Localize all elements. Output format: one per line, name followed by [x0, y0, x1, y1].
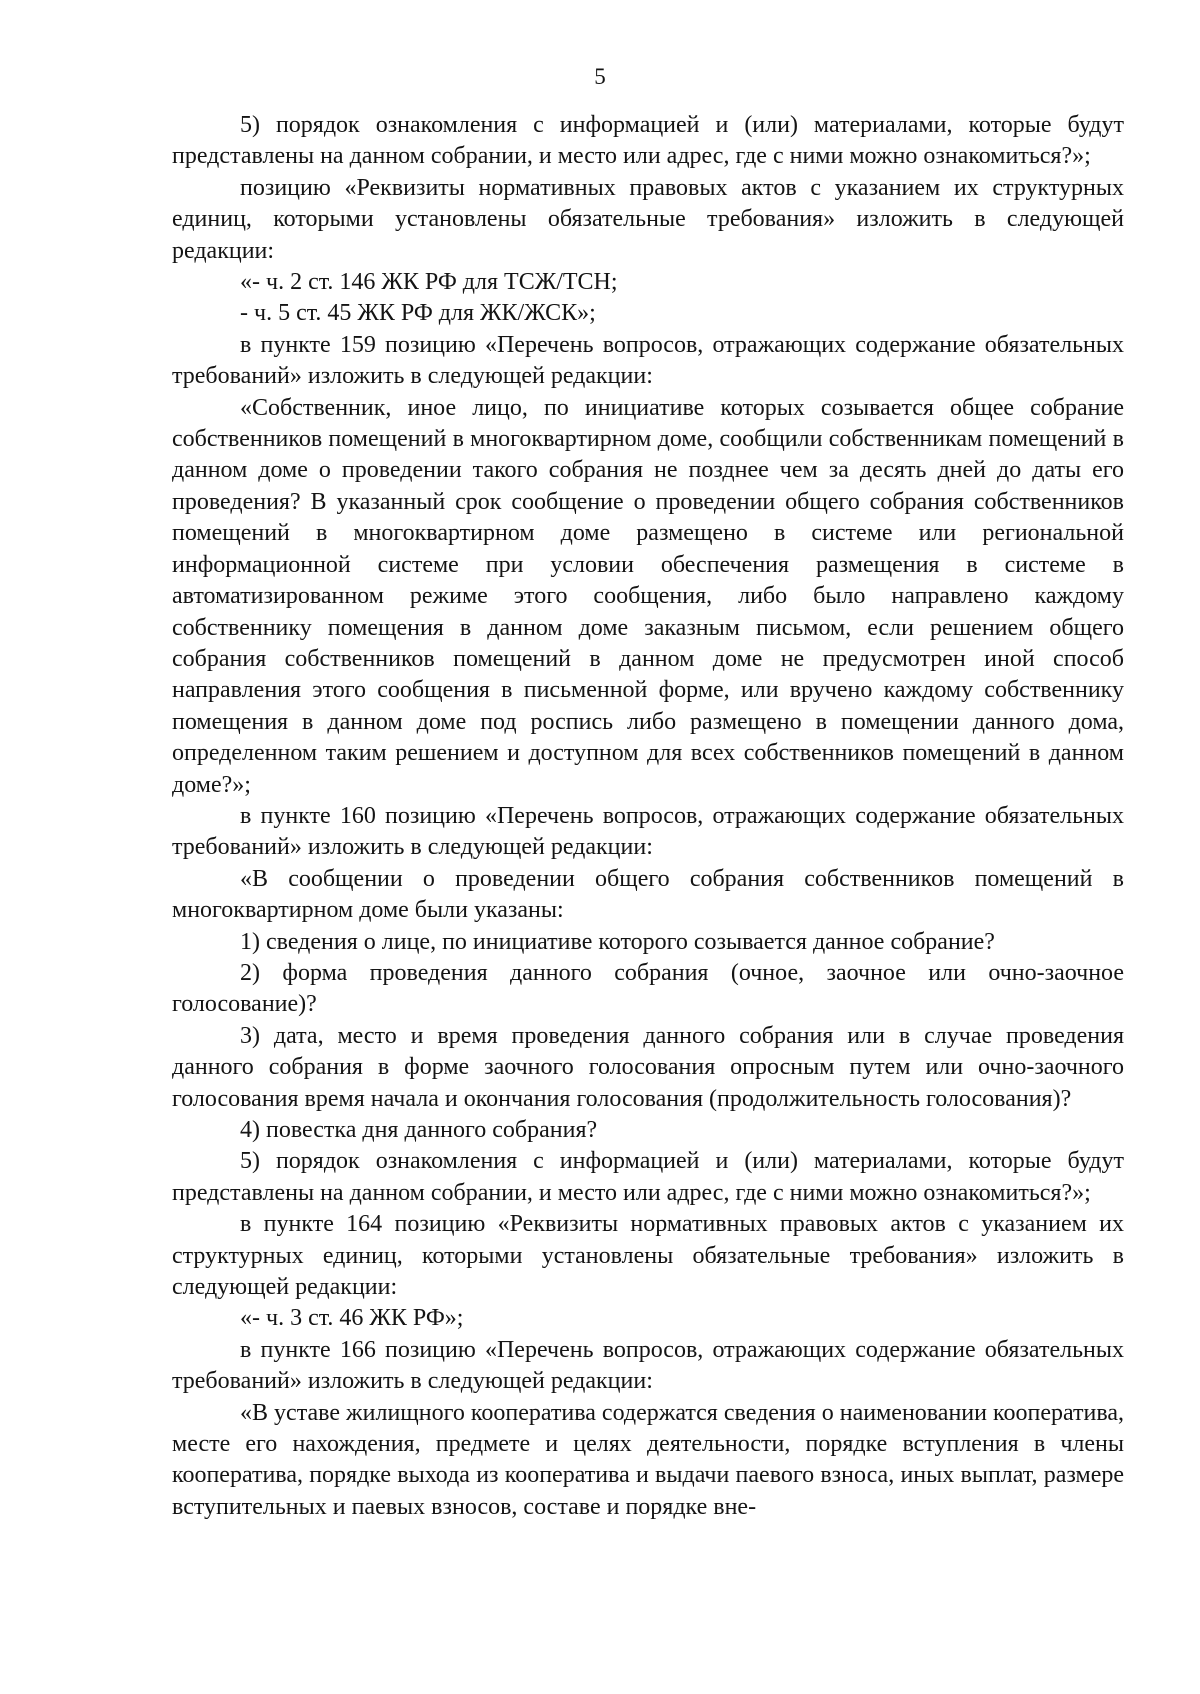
paragraph: в пункте 164 позицию «Реквизиты нормативных правовых актов с указанием их структурных единиц, которыми установлены обязательные требования» изложить в следующей редакции:	[172, 1211, 1124, 1301]
paragraph: «В сообщении о проведении общего собрания собственников помещений в многоквартирном доме были указаны:	[172, 865, 1124, 924]
paragraph: позицию «Реквизиты нормативных правовых актов с указанием их структурных единиц, которыми установлены обязательные требования» изложить в следующей редакции:	[172, 174, 1124, 264]
document-body	[172, 110, 1124, 1523]
paragraph: 2) форма проведения данного собрания (очное, заочное или очно-заочное голосование)?	[172, 959, 1124, 1018]
paragraph: «Собственник, иное лицо, по инициативе которых созывается общее собрание собственников помещений в многоквартирном доме, сообщили собственникам помещений в данном доме о проведении такого собрания не позднее чем за десять дней до даты его проведения? В указанный срок сообщение о проведении общего собрания собственников помещений в многоквартирном доме размещено в системе или региональной информационной системе при условии обеспечения размещения в системе в автоматизированном режиме этого сообщения, либо было направлено каждому собственнику помещения в данном доме заказным письмом, если решением общего собрания собственников помещений в данном доме не предусмотрен иной способ направления этого сообщения в письменной форме, или вручено каждому собственнику помещения в данном доме под роспись либо размещено в помещении данного дома, определенном таким решением и доступном для всех собственников помещений в данном доме?»;	[172, 394, 1124, 798]
paragraph: 3) дата, место и время проведения данного собрания или в случае проведения данного собрания в форме заочного голосования опросным путем или очно-заочного голосования время начала и окончания голосования (продолжительность голосования)?	[172, 1022, 1124, 1112]
paragraph: в пункте 160 позицию «Перечень вопросов, отражающих содержание обязательных требований» изложить в следующей редакции:	[172, 802, 1124, 861]
paragraph: 4) повестка дня данного собрания?	[240, 1117, 598, 1143]
paragraph: 5) порядок ознакомления с информацией и (или) материалами, которые будут представлены на данном собрании, и место или адрес, где с ними можно ознакомиться?»;	[172, 1148, 1124, 1206]
paragraph: 1) сведения о лице, по инициативе которого созывается данное собрание?	[240, 928, 995, 955]
page-number: 5	[594, 64, 606, 89]
paragraph: - ч. 5 ст. 45 ЖК РФ для ЖК/ЖСК»;	[240, 300, 596, 327]
paragraph: 5) порядок ознакомления с информацией и (или) материалами, которые будут представлены на данном собрании, и место или адрес, где с ними можно ознакомиться?»;	[172, 112, 1124, 170]
paragraph: «В уставе жилищного кооператива содержатся сведения о наименовании кооператива, месте его нахождения, предмете и целях деятельности, порядке вступления в члены кооператива, порядке выхода из кооператива и выдачи паевого взноса, иных выплат, размере вступительных и паевых взносов, составе и порядке вне-	[172, 1399, 1124, 1520]
paragraph: в пункте 166 позицию «Перечень вопросов, отражающих содержание обязательных требований» изложить в следующей редакции:	[172, 1336, 1124, 1395]
paragraph: «- ч. 2 ст. 146 ЖК РФ для ТСЖ/ТСН;	[240, 269, 618, 296]
paragraph: в пункте 159 позицию «Перечень вопросов, отражающих содержание обязательных требований» изложить в следующей редакции:	[172, 331, 1124, 390]
paragraph: «- ч. 3 ст. 46 ЖК РФ»;	[240, 1305, 464, 1332]
